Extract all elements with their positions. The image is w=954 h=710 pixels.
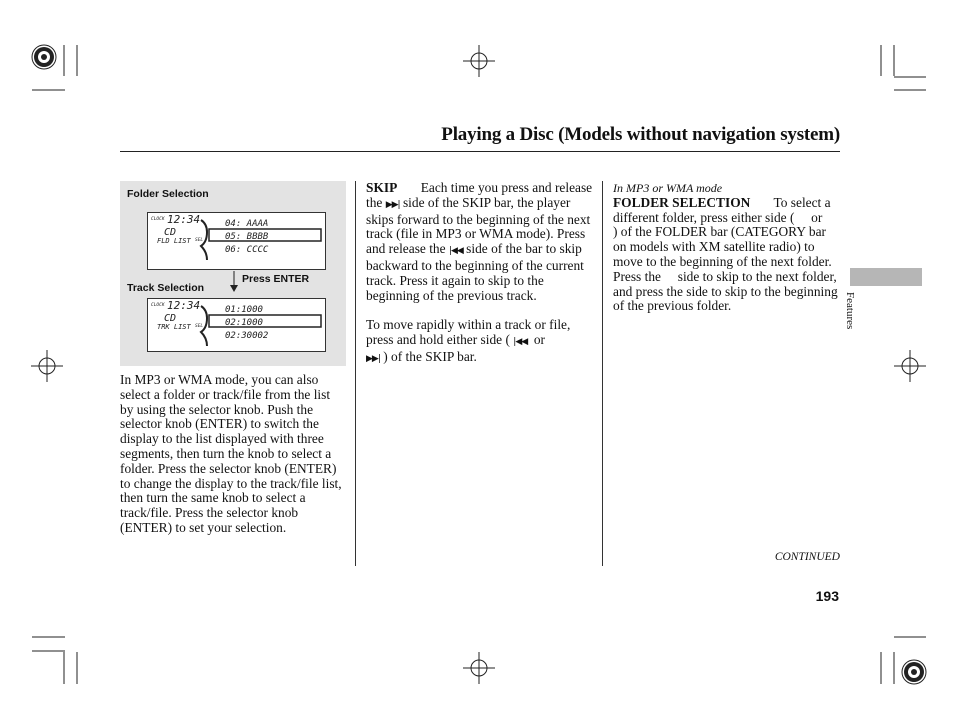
display-figure	[120, 181, 346, 366]
column-divider-1	[355, 181, 356, 566]
skip-forward-icon: ▶▶|	[385, 199, 400, 210]
lcd-time: 12:34	[167, 213, 201, 226]
lcd-list-label: TRK LIST	[157, 323, 191, 331]
clock-tag: CLOCK	[151, 303, 165, 308]
lcd-row-1: 04: AAAA	[225, 219, 269, 229]
lcd-time: 12:34	[167, 299, 201, 312]
section-tab-label: Features	[844, 292, 856, 330]
skip-heading: SKIP	[366, 180, 398, 195]
clock-tag: CLOCK	[151, 217, 165, 222]
arrow-down-icon	[228, 271, 240, 293]
title-rule	[120, 151, 840, 152]
mode-note: In MP3 or WMA mode	[613, 181, 723, 195]
skip-forward-icon: ▶▶|	[366, 353, 380, 364]
lcd-row-1: 01:1000	[225, 305, 263, 315]
folder-list-display	[147, 212, 326, 270]
left-column	[120, 373, 346, 536]
skip-back-icon: |◀◀	[448, 246, 463, 257]
press-enter-label: Press ENTER	[242, 273, 310, 285]
folder-selection-heading: FOLDER SELECTION	[613, 194, 751, 210]
continued-label: CONTINUED	[774, 551, 840, 563]
lcd-list-label: FLD LIST	[157, 237, 191, 245]
skip-paragraph: SKIP Each time you press and release the ▶▶| side of the SKIP bar, the player skips forward to the beginning of the next track (file in MP3 or WMA mode). Press and release the |◀◀ side of the bar to skip backward to the beginning of the current track. Press it again to skip to the beginning of the previous track.	[366, 180, 593, 303]
track-list-display	[147, 298, 326, 352]
selector-knob-paragraph: In MP3 or WMA mode, you can also select a folder or track/file from the list by using the selector knob. Push the selector knob (ENTER) to switch the display to the list displayed with three segments, then turn the knob to select a folder. Press the selector knob (ENTER) to change the display to the track/file list, then turn the same knob to select a track/file. Press the selector knob (ENTER) to set your selection.	[120, 372, 342, 535]
lcd-sel: SEL	[195, 238, 204, 243]
lcd-source: CD	[164, 227, 177, 238]
rapid-paragraph: To move rapidly within a track or file, press and hold either side ( |◀◀ or ▶▶| ) of the SKIP bar.	[366, 317, 571, 364]
page-title: Playing a Disc (Models without navigation system)	[441, 124, 840, 145]
right-column	[613, 181, 839, 314]
lcd-row-2: 05: BBBB	[225, 232, 269, 242]
column-divider-2	[602, 181, 603, 566]
folder-selection-paragraph: FOLDER SELECTION To select a different folder, press either side ( or ) of the FOLDER bar (CATEGORY bar on models with XM satellite radio) to move to the beginning of the next folder. Press the side to skip to the next folder, and press the side to skip to the beginning of the previous folder.	[613, 194, 838, 314]
page-number: 193	[815, 588, 839, 604]
lcd-row-3: 06: CCCC	[225, 245, 269, 255]
track-selection-label: Track Selection	[127, 282, 205, 294]
lcd-sel: SEL	[195, 324, 204, 329]
skip-back-icon: |◀◀	[513, 337, 528, 348]
section-tab	[850, 268, 922, 286]
lcd-source: CD	[164, 313, 177, 324]
folder-selection-label: Folder Selection	[127, 188, 209, 200]
middle-column	[366, 181, 598, 367]
lcd-row-2: 02:1000	[225, 318, 263, 328]
lcd-row-3: 02:30002	[225, 331, 269, 341]
